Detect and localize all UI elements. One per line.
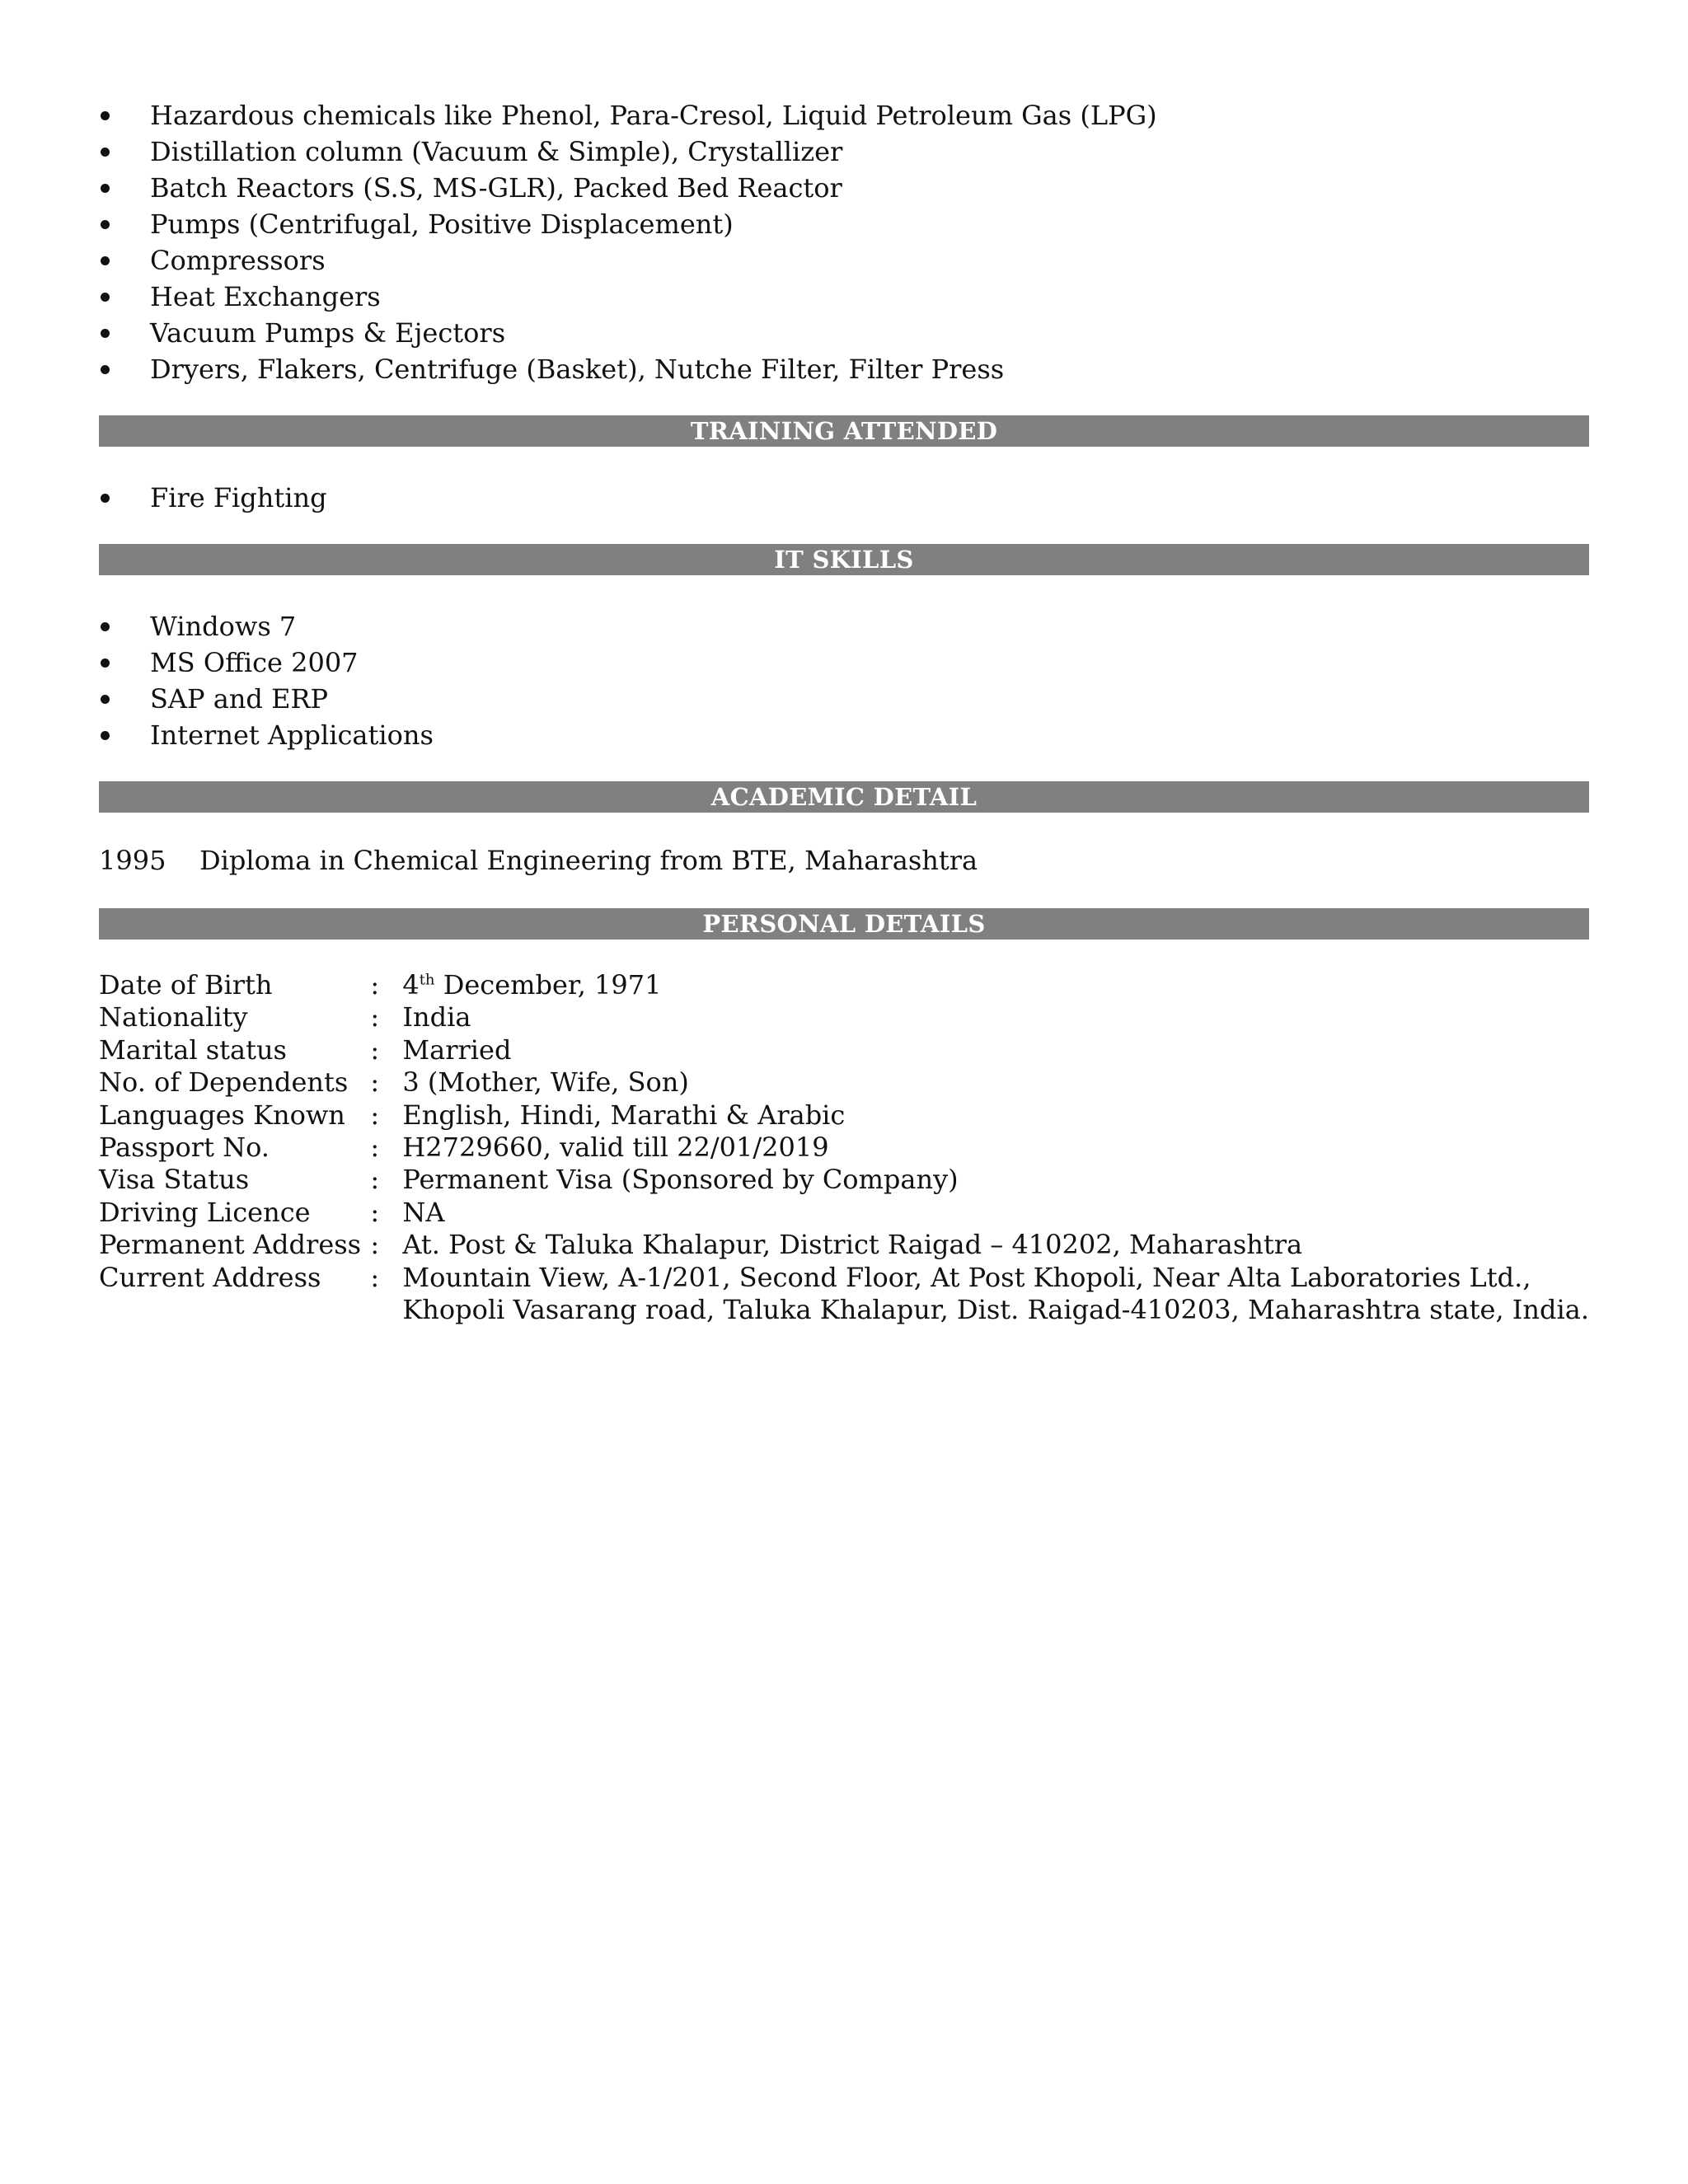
table-row — [99, 1066, 1589, 1099]
dob-label: Date of Birth — [99, 969, 273, 1001]
bullet-icon — [101, 622, 110, 631]
nationality-label: Nationality — [99, 1001, 248, 1033]
it-skills-section-header: IT SKILLS — [99, 544, 1589, 575]
equipment-list — [99, 97, 1589, 387]
dependents-value: 3 (Mother, Wife, Son) — [402, 1066, 689, 1099]
bullet-icon — [101, 293, 110, 302]
permanent-address-label: Permanent Address — [99, 1229, 362, 1261]
current-address-line: Khopoli Vasarang road, Taluka Khalapur, Dist. Raigad-410203, Maharashtra state, India. — [402, 1294, 1589, 1326]
separator: : — [370, 1196, 380, 1228]
bullet-icon — [101, 329, 110, 338]
bullet-icon — [101, 658, 110, 668]
visa-label: Visa Status — [99, 1164, 250, 1196]
passport-label: Passport No. — [99, 1132, 270, 1164]
visa-value: Permanent Visa (Sponsored by Company) — [402, 1164, 959, 1196]
bullet-icon — [101, 256, 110, 265]
driving-label: Driving Licence — [99, 1196, 311, 1228]
languages-value: English, Hindi, Marathi & Arabic — [402, 1099, 846, 1131]
bullet-icon — [101, 148, 110, 157]
it-skills-list — [99, 608, 1589, 753]
separator: : — [370, 1033, 380, 1066]
list-item: Heat Exchangers — [99, 279, 1589, 315]
current-address-line: Mountain View, A-1/201, Second Floor, At Post Khopoli, Near Alta Laboratories Ltd., — [402, 1261, 1531, 1293]
driving-value: NA — [402, 1196, 445, 1228]
bullet-icon — [101, 220, 110, 229]
academic-section-header: ACADEMIC DETAIL — [99, 781, 1589, 813]
table-row — [99, 1001, 1589, 1033]
list-item: Fire Fighting — [99, 480, 1589, 516]
table-row — [99, 969, 1589, 1001]
academic-year: 1995 — [99, 845, 166, 876]
list-item: MS Office 2007 — [99, 644, 1589, 681]
bullet-icon — [101, 365, 110, 374]
list-item: Vacuum Pumps & Ejectors — [99, 315, 1589, 351]
personal-section-header: PERSONAL DETAILS — [99, 908, 1589, 940]
marital-value: Married — [402, 1033, 512, 1066]
separator: : — [370, 1229, 380, 1261]
table-row — [99, 1229, 1589, 1261]
dob-value: 4th December, 1971 — [402, 969, 662, 1001]
list-item: Batch Reactors (S.S, MS-GLR), Packed Bed Reactor — [99, 170, 1589, 206]
current-address-label: Current Address — [99, 1261, 321, 1293]
table-row — [99, 1099, 1589, 1132]
table-row — [99, 1262, 1589, 1327]
bullet-icon — [101, 494, 110, 503]
academic-entry — [99, 842, 1589, 879]
bullet-icon — [101, 731, 110, 740]
separator: : — [370, 1066, 380, 1099]
bullet-icon — [101, 184, 110, 193]
table-row — [99, 1164, 1589, 1196]
permanent-address-value: At. Post & Taluka Khalapur, District Raigad – 410202, Maharashtra — [402, 1229, 1303, 1261]
separator: : — [370, 1261, 380, 1293]
list-item: Dryers, Flakers, Centrifuge (Basket), Nutche Filter, Filter Press — [99, 351, 1589, 387]
separator: : — [370, 1164, 380, 1196]
personal-details-table — [99, 969, 1589, 1326]
training-section-header: TRAINING ATTENDED — [99, 415, 1589, 447]
academic-qualification: Diploma in Chemical Engineering from BTE, Maharashtra — [199, 845, 978, 876]
nationality-value: India — [402, 1001, 471, 1033]
list-item: Hazardous chemicals like Phenol, Para-Cresol, Liquid Petroleum Gas (LPG) — [99, 97, 1589, 134]
dependents-label: No. of Dependents — [99, 1066, 349, 1099]
separator: : — [370, 969, 380, 1001]
table-row — [99, 1132, 1589, 1164]
separator: : — [370, 1099, 380, 1131]
passport-value: H2729660, valid till 22/01/2019 — [402, 1132, 829, 1164]
list-item: Windows 7 — [99, 608, 1589, 644]
training-list — [99, 480, 1589, 516]
list-item: Compressors — [99, 242, 1589, 279]
table-row — [99, 1197, 1589, 1229]
list-item: Internet Applications — [99, 717, 1589, 753]
bullet-icon — [101, 695, 110, 704]
languages-label: Languages Known — [99, 1099, 345, 1131]
list-item: SAP and ERP — [99, 681, 1589, 717]
bullet-icon — [101, 111, 110, 120]
table-row — [99, 1034, 1589, 1066]
marital-label: Marital status — [99, 1033, 287, 1066]
current-address-value — [402, 1262, 1589, 1327]
separator: : — [370, 1132, 380, 1164]
list-item: Distillation column (Vacuum & Simple), Crystallizer — [99, 134, 1589, 170]
resume-page — [99, 97, 1589, 1326]
separator: : — [370, 1001, 380, 1033]
list-item: Pumps (Centrifugal, Positive Displacement) — [99, 206, 1589, 242]
